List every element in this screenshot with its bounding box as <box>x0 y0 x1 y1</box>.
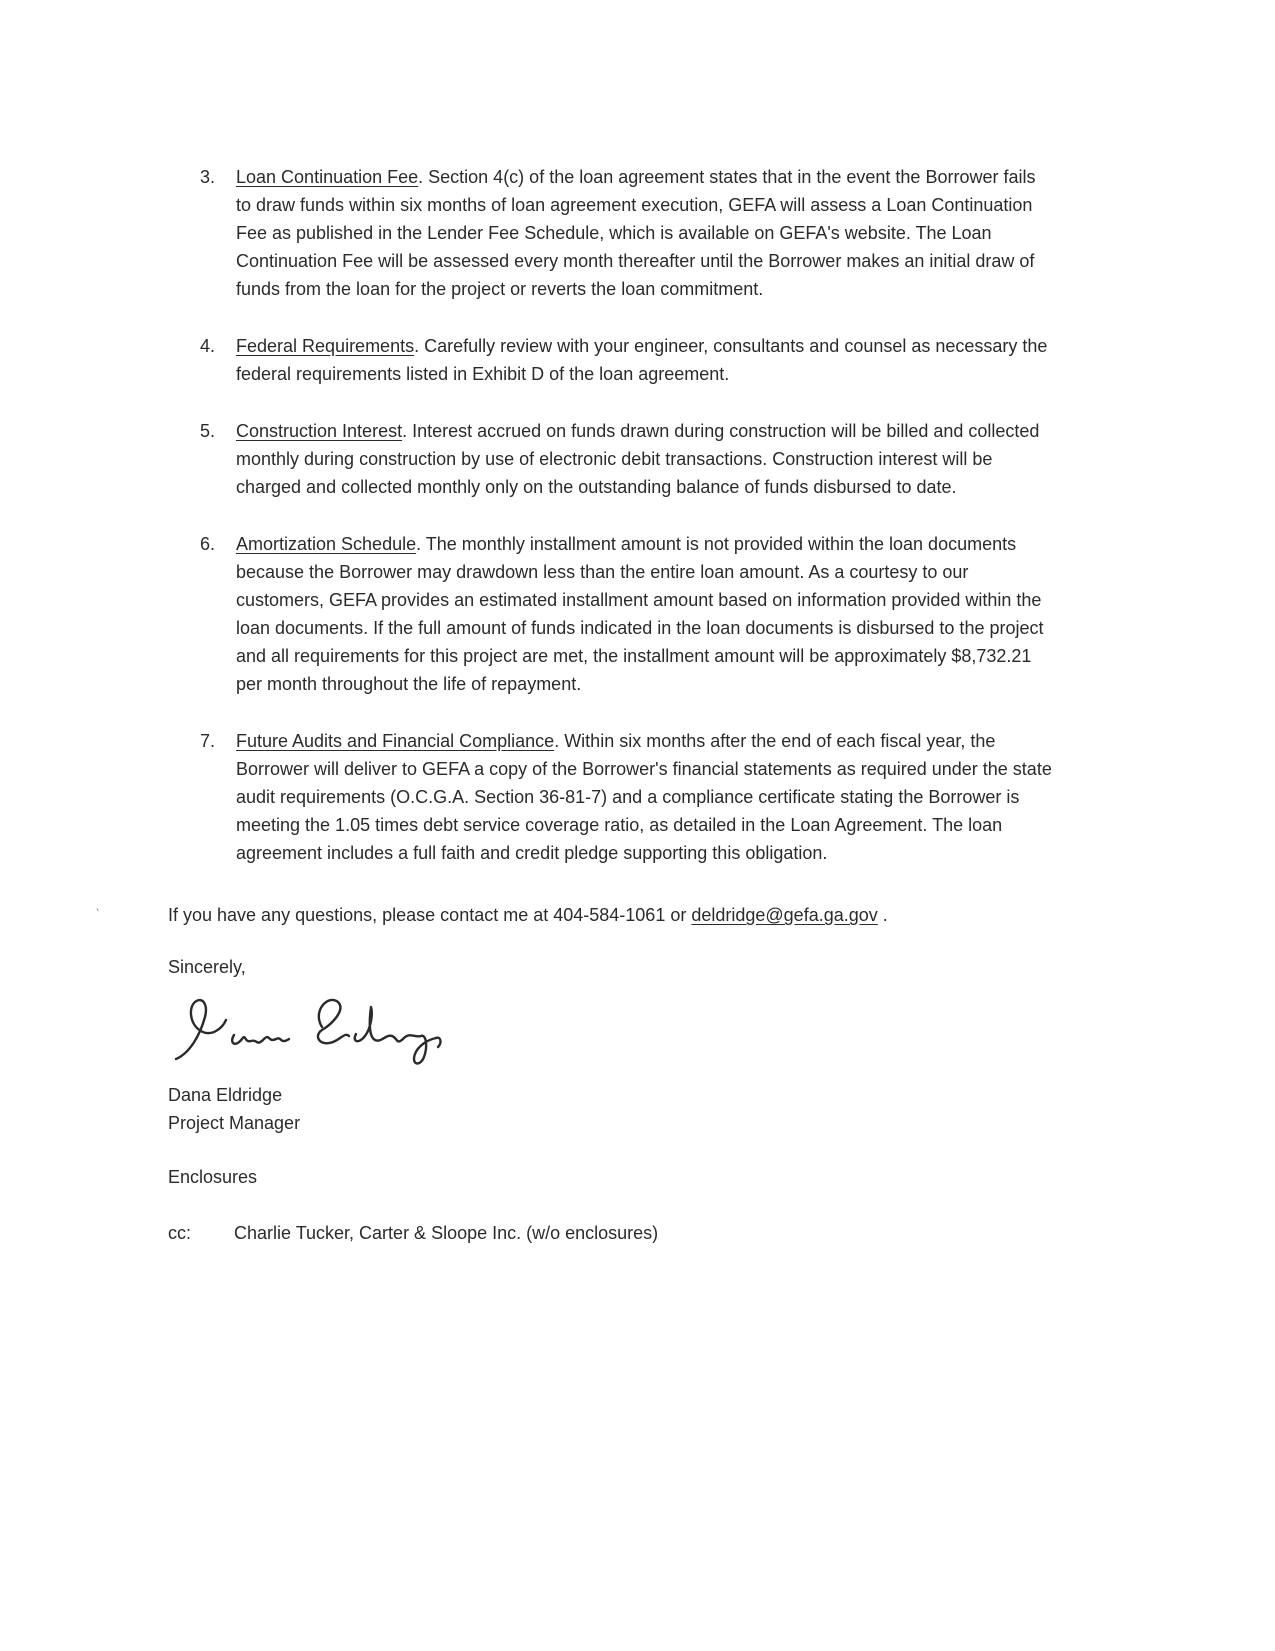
contact-line <box>168 901 1058 929</box>
cc-value: Charlie Tucker, Carter & Sloope Inc. (w/o enclosures) <box>234 1223 659 1243</box>
email-link: deldridge@gefa.ga.gov <box>691 905 878 925</box>
item-text <box>236 727 1054 867</box>
list-item-construction-interest <box>200 417 1165 501</box>
item-text <box>236 163 1054 303</box>
item-body: . Within six months after the end of each fiscal year, the Borrower will deliver to GEFA a copy of the Borrower's financial statements as required under the state audit requirements (O.C.G.A. Section 36-81-7) and a compliance certificate stating the Borrower is meeting the 1.05 times debt service coverage ratio, as detailed in the Loan Agreement. The loan agreement includes a full faith and credit pledge supporting this obligation. <box>236 731 1052 863</box>
item-text <box>236 332 1054 388</box>
cc-line <box>168 1219 1165 1247</box>
list-item-federal-requirements <box>200 332 1165 388</box>
handwritten-signature <box>170 989 1165 1081</box>
list-item-future-audits <box>200 727 1165 867</box>
item-number: 3. <box>200 167 216 187</box>
cc-label: cc: <box>168 1223 192 1243</box>
item-number: 6. <box>200 534 216 554</box>
sender-name: Dana Eldridge <box>168 1085 283 1105</box>
item-text <box>236 530 1054 698</box>
sender-title: Project Manager <box>168 1113 301 1133</box>
item-heading: Construction Interest <box>236 421 403 441</box>
item-text <box>236 417 1054 501</box>
contact-text: If you have any questions, please contact me at 404-584-1061 or <box>168 905 692 925</box>
item-heading: Loan Continuation Fee <box>236 167 419 187</box>
item-heading: Federal Requirements <box>236 336 415 356</box>
item-heading: Amortization Schedule <box>236 534 417 554</box>
enclosures-note: Enclosures <box>168 1167 258 1187</box>
sender-block <box>168 1081 1165 1137</box>
numbered-list <box>200 163 1165 867</box>
item-body: . Carefully review with your engineer, consultants and counsel as necessary the federal requirements listed in Exhibit D of the loan agreement. <box>236 336 1048 384</box>
list-item-loan-continuation-fee <box>200 163 1165 303</box>
item-number: 7. <box>200 731 216 751</box>
contact-text-after: . <box>877 905 888 925</box>
signature-icon <box>170 989 470 1081</box>
item-body: . The monthly installment amount is not provided within the loan documents because the Borrower may drawdown less than the entire loan amount. As a courtesy to our customers, GEFA provides an estimated installment amount based on information provided within the loan documents. If the full amount of funds indicated in the loan documents is disbursed to the project and all requirements for this project are met, the installment amount will be approximately $8,732.21 per month throughout the life of repayment. <box>236 534 1044 694</box>
item-body: . Interest accrued on funds drawn during construction will be billed and collected monthly during construction by use of electronic debit transactions. Construction interest will be charged and collected monthly only on the outstanding balance of funds disbursed to date. <box>236 421 1040 497</box>
item-number: 4. <box>200 336 216 356</box>
item-heading: Future Audits and Financial Compliance <box>236 731 555 751</box>
closing-salutation: Sincerely, <box>168 957 246 977</box>
list-item-amortization-schedule <box>200 530 1165 698</box>
scan-artifact-mark: ` <box>91 905 102 923</box>
item-body: . Section 4(c) of the loan agreement states that in the event the Borrower fails to draw funds within six months of loan agreement execution, GEFA will assess a Loan Continuation Fee as published in the Lender Fee Schedule, which is available on GEFA's website. The Loan Continuation Fee will be assessed every month thereafter until the Borrower makes an initial draw of funds from the loan for the project or reverts the loan commitment. <box>236 167 1036 299</box>
item-number: 5. <box>200 421 216 441</box>
